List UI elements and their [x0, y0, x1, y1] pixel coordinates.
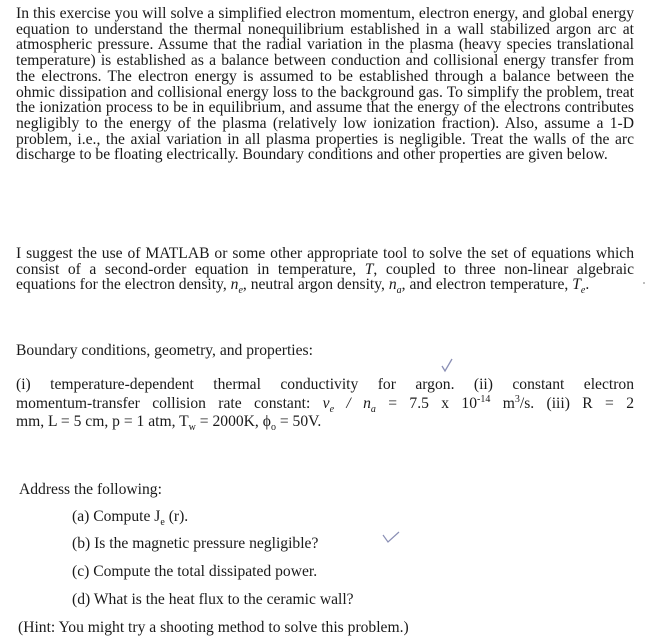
address-heading: Address the following:: [19, 481, 162, 498]
properties-line-3: mm, L = 5 cm, p = 1 atm, $T_w = 2000K$, $\phi_o = 50V$.: [16, 413, 322, 434]
checkmark-icon: [381, 530, 401, 544]
bc-heading: Boundary conditions, geometry, and properties:: [16, 342, 313, 359]
checkmark-icon: [440, 357, 454, 373]
question-c: (c) Compute the total dissipated power.: [72, 563, 318, 580]
question-d: (d) What is the heat flux to the ceramic wall?: [72, 591, 354, 608]
electron-density-symbol: $n_e$: [230, 276, 243, 297]
properties-paragraph: [16, 376, 634, 432]
question-a: (a) Compute $J_e$ (r).: [72, 508, 189, 529]
suggestion-paragraph: [16, 245, 634, 297]
electron-temperature-symbol: $T_e$: [572, 276, 586, 297]
margin-dot: [643, 282, 645, 284]
suggestion-text-5: .: [585, 276, 590, 294]
intro-paragraph: In this exercise you will solve a simplified electron momentum, electron energy, and global energy equation to understand the thermal nonequilibrium established in a wall stabilized argon arc at atmospheric pressure. Assume that the radial variation in the plasma (heavy species translational temperature) is established as a balance between conduction and collisional energy transfer from the electrons. The electron energy is assumed to be established through a balance between the ohmic dissipation and collisional energy loss to the background gas. To simplify the problem, treat the ionization process to be in equilibrium, and assume that the energy of the electrons contributes negligibly to the energy of the plasma (relatively low ionization fraction). Also, assume a 1-D problem, i.e., the axial variation in all plasma properties is negligible. Treat the walls of the arc discharge to be floating electrically. Boundary conditions and other properties are given below.: [16, 5, 634, 164]
suggestion-text-1: I suggest the use of MATLAB or some other appropriate tool to solve the set of equations which consist of a second-order equation in temperature,: [16, 245, 634, 278]
properties-line-2: momentum-transfer collision rate constant: $\nu_e / n_a = 7.5$ x $10^{-14}$ $m^3/s$. (iii) R = 2: [16, 393, 634, 415]
suggestion-text-4: , and electron temperature,: [401, 276, 573, 294]
suggestion-text-2: , coupled to three non-linear algebraic equations for the electron density,: [16, 260, 634, 294]
hint-text: (Hint: You might try a shooting method to solve this problem.): [18, 619, 409, 636]
temperature-symbol: T: [364, 260, 374, 278]
argon-density-symbol: $n_a$: [388, 276, 402, 297]
properties-line-1: (i) temperature-dependent thermal conductivity for argon. (ii) constant electron: [16, 376, 634, 393]
question-b: (b) Is the magnetic pressure negligible?: [72, 535, 319, 552]
suggestion-text-3: , neutral argon density,: [242, 276, 389, 294]
